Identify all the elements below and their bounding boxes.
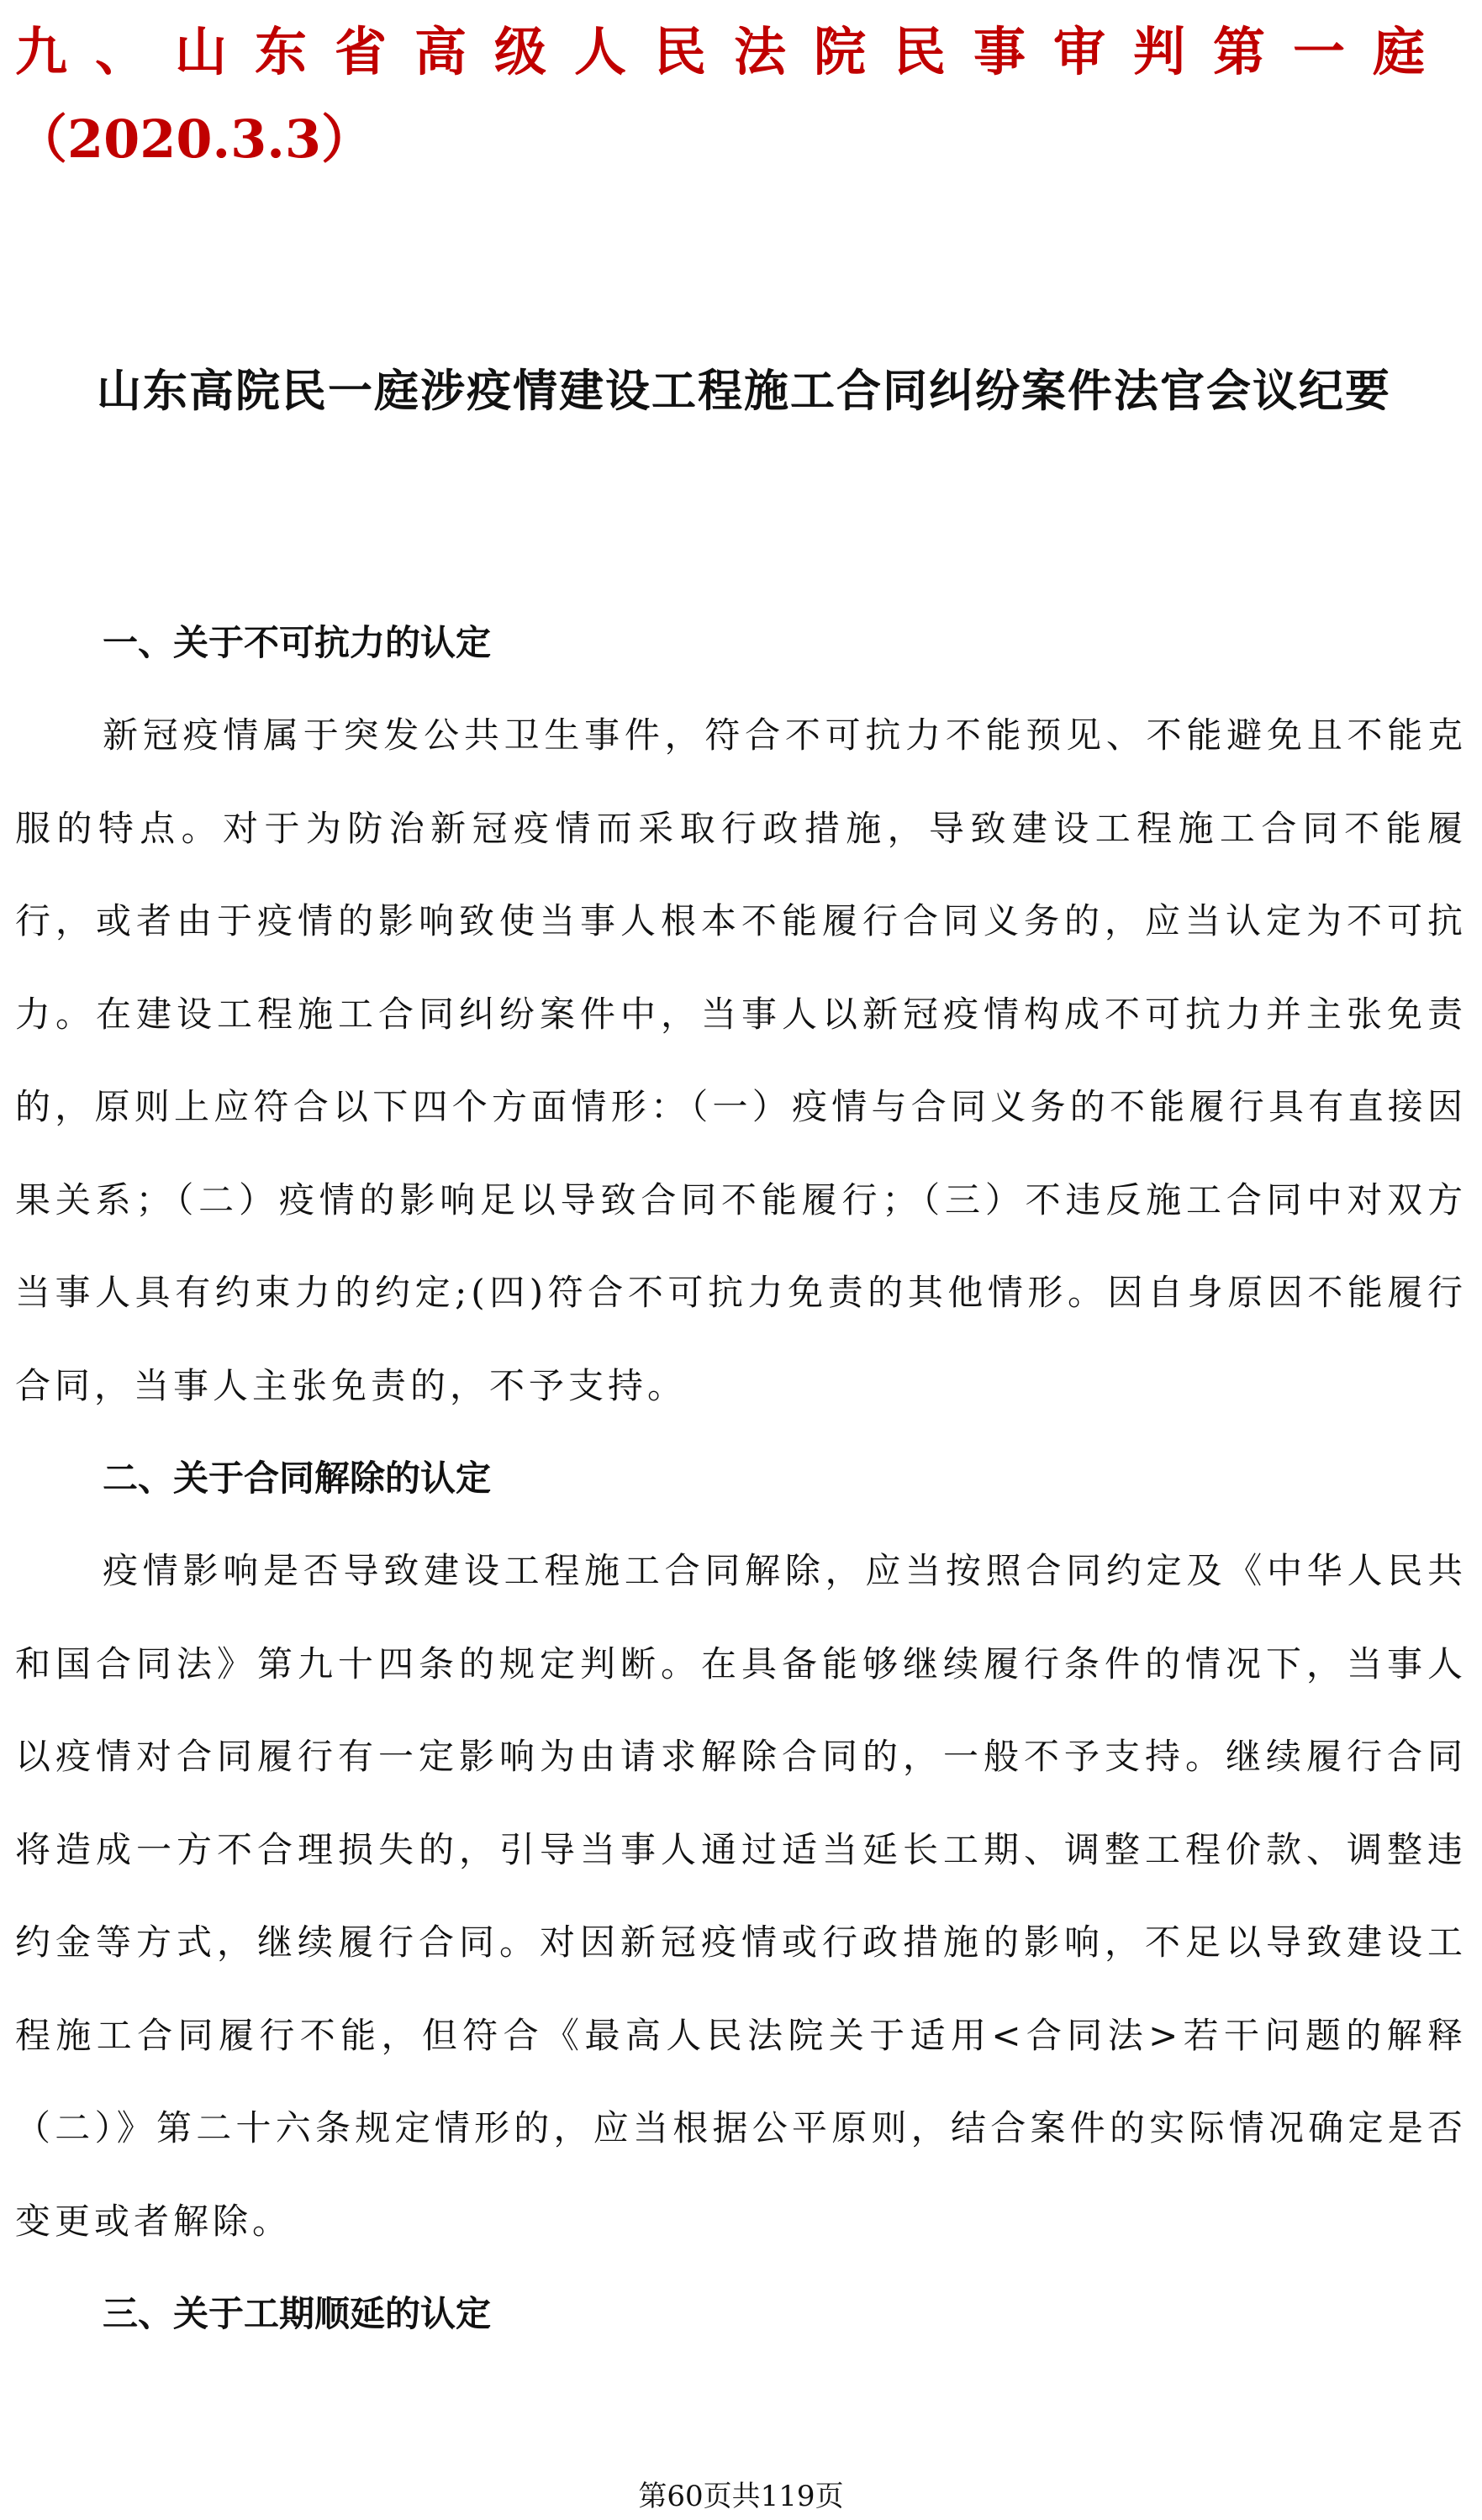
section-date: （2020.3.3） <box>15 108 374 170</box>
paragraph-contract-termination: 疫情影响是否导致建设工程施工合同解除，应当按照合同约定及《中华人民共和国合同法》第九十四条的规定判断。在具备能够继续履行条件的情况下，当事人以疫情对合同履行有一定影响为由请求解除合同的，一般不予支持。继续履行合同将造成一方不合理损失的，引导当事人通过适当延长工期、调整工程价款、调整违约金等方式，继续履行合同。对因新冠疫情或行政措施的影响，不足以导致建设工程施工合同履行不能，但符合《最高人民法院关于适用<合同法>若干问题的解释（二）》第二十六条规定情形的，应当根据公平原则，结合案件的实际情况确定是否变更或者解除。 <box>15 1550 1467 2242</box>
heading-force-majeure: 一、关于不可抗力的认定 <box>103 622 492 663</box>
heading-contract-termination: 二、关于合同解除的认定 <box>103 1458 492 1499</box>
document-title: 山东高院民一庭涉疫情建设工程施工合同纠纷案件法官会议纪要 <box>97 365 1391 417</box>
page-footer: 第60页共119页 <box>638 2480 844 2513</box>
paragraph-force-majeure: 新冠疫情属于突发公共卫生事件，符合不可抗力不能预见、不能避免且不能克服的特点。对于为防治新冠疫情而采取行政措施，导致建设工程施工合同不能履行，或者由于疫情的影响致使当事人根本不能履行合同义务的，应当认定为不可抗力。在建设工程施工合同纠纷案件中，当事人以新冠疫情构成不可抗力并主张免责的，原则上应符合以下四个方面情形：（一）疫情与合同义务的不能履行具有直接因果关系；（二）疫情的影响足以导致合同不能履行；（三）不违反施工合同中对双方当事人具有约束力的约定;(四)符合不可抗力免责的其他情形。因自身原因不能履行合同，当事人主张免责的，不予支持。 <box>15 714 1467 1406</box>
heading-construction-period-extension: 三、关于工期顺延的认定 <box>103 2293 492 2334</box>
document-body <box>15 597 1467 2360</box>
section-heading: 九、山东省高级人民法院民事审判第一庭 <box>15 21 1453 82</box>
